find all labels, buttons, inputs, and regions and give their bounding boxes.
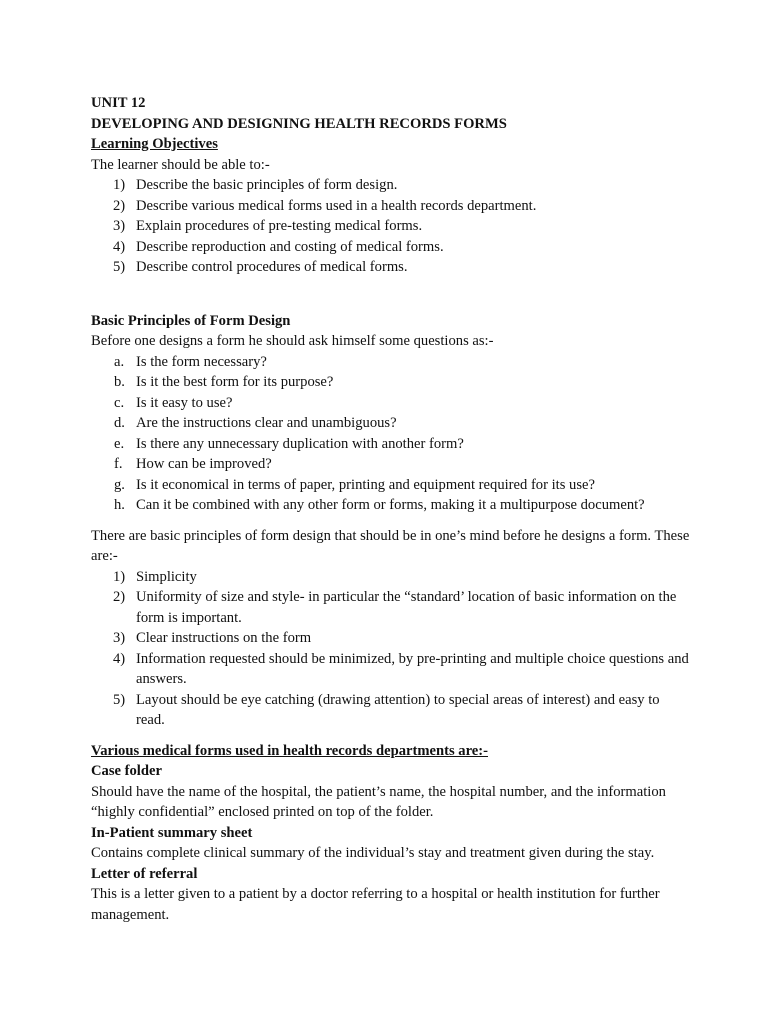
list-item: [91, 454, 691, 475]
list-item-text: Is it economical in terms of paper, printing and equipment required for its use?: [136, 476, 595, 493]
list-item-text: Explain procedures of pre-testing medical forms.: [136, 218, 423, 234]
list-item-text: Is it the best form for its purpose?: [136, 374, 334, 390]
list-marker: 1): [113, 177, 126, 193]
list-marker: 3): [113, 218, 126, 234]
list-item: [91, 393, 691, 414]
list-marker: 5): [113, 259, 126, 275]
form-name: Letter of referral: [91, 865, 198, 882]
list-marker: 4): [113, 650, 126, 667]
list-item: [91, 175, 691, 196]
list-item-text: Layout should be eye catching (drawing attention) to special areas of interest) and easy to read.: [136, 691, 660, 728]
document-page: [91, 93, 691, 925]
list-marker: 5): [113, 691, 126, 708]
list-marker: 2): [113, 197, 126, 214]
list-item: [91, 649, 691, 690]
list-item: [91, 567, 691, 588]
principles-intro: There are basic principles of form design that should be in one’s mind before he designs a form. These are:-: [91, 527, 690, 564]
list-item-text: Describe the basic principles of form design.: [136, 177, 398, 193]
list-item-text: Simplicity: [136, 568, 197, 585]
list-item: [91, 352, 691, 373]
list-item-text: Can it be combined with any other form or forms, making it a multipurpose document?: [136, 497, 645, 513]
list-item-text: Clear instructions on the form: [136, 630, 312, 646]
list-item: [91, 495, 691, 516]
list-item: [91, 216, 691, 237]
list-item-text: Information requested should be minimized, by pre-printing and multiple choice questions and answers.: [136, 650, 689, 687]
list-marker: 3): [113, 630, 126, 646]
list-item-text: Is the form necessary?: [136, 353, 267, 370]
list-item-text: Is it easy to use?: [136, 394, 233, 411]
list-item-text: Describe various medical forms used in a health records department.: [136, 197, 537, 214]
list-item: [91, 628, 691, 649]
list-item-text: Uniformity of size and style- in particular the “standard’ location of basic information on the form is important.: [136, 589, 677, 626]
list-marker: 4): [113, 238, 126, 255]
list-marker: e.: [114, 435, 125, 452]
list-item: [91, 257, 691, 278]
form-name: Case folder: [91, 763, 162, 779]
form-description: This is a letter given to a patient by a doctor referring to a hospital or health institution for further management.: [91, 886, 660, 923]
form-name: In-Patient summary sheet: [91, 824, 253, 841]
design-principles-list: [91, 567, 691, 731]
list-marker: f.: [114, 456, 123, 472]
list-item-text: Are the instructions clear and unambiguous?: [136, 415, 397, 431]
medical-forms-heading: Various medical forms used in health records departments are:-: [91, 742, 488, 759]
form-description: Contains complete clinical summary of the individual’s stay and treatment given during the stay.: [91, 845, 655, 861]
learning-objectives-list: [91, 175, 691, 278]
list-item: [91, 475, 691, 496]
list-item: [91, 237, 691, 258]
basic-principles-heading: Basic Principles of Form Design: [91, 312, 291, 329]
list-item: [91, 690, 691, 731]
list-marker: a.: [114, 353, 125, 370]
list-item-text: Describe control procedures of medical forms.: [136, 259, 408, 275]
list-item-text: Describe reproduction and costing of medical forms.: [136, 238, 444, 255]
learning-objectives-heading: Learning Objectives: [91, 136, 218, 152]
list-item-text: How can be improved?: [136, 456, 272, 472]
list-marker: h.: [114, 497, 125, 513]
list-item-text: Is there any unnecessary duplication with another form?: [136, 435, 464, 452]
list-item: [91, 434, 691, 455]
unit-number: UNIT 12: [91, 95, 146, 111]
list-marker: c.: [114, 394, 125, 411]
list-item: [91, 372, 691, 393]
list-marker: b.: [114, 374, 125, 390]
list-item: [91, 196, 691, 217]
list-item: [91, 587, 691, 628]
design-questions-list: [91, 352, 691, 516]
list-marker: 2): [113, 589, 126, 605]
list-marker: g.: [114, 476, 125, 493]
basic-principles-intro: Before one designs a form he should ask himself some questions as:-: [91, 333, 494, 349]
list-item: [91, 413, 691, 434]
form-description: Should have the name of the hospital, the patient’s name, the hospital number, and the information “highly confidential” enclosed printed on top of the folder.: [91, 783, 666, 820]
list-marker: 1): [113, 568, 126, 585]
document-title: DEVELOPING AND DESIGNING HEALTH RECORDS FORMS: [91, 115, 507, 132]
list-marker: d.: [114, 415, 125, 431]
learning-objectives-intro: The learner should be able to:-: [91, 156, 270, 173]
